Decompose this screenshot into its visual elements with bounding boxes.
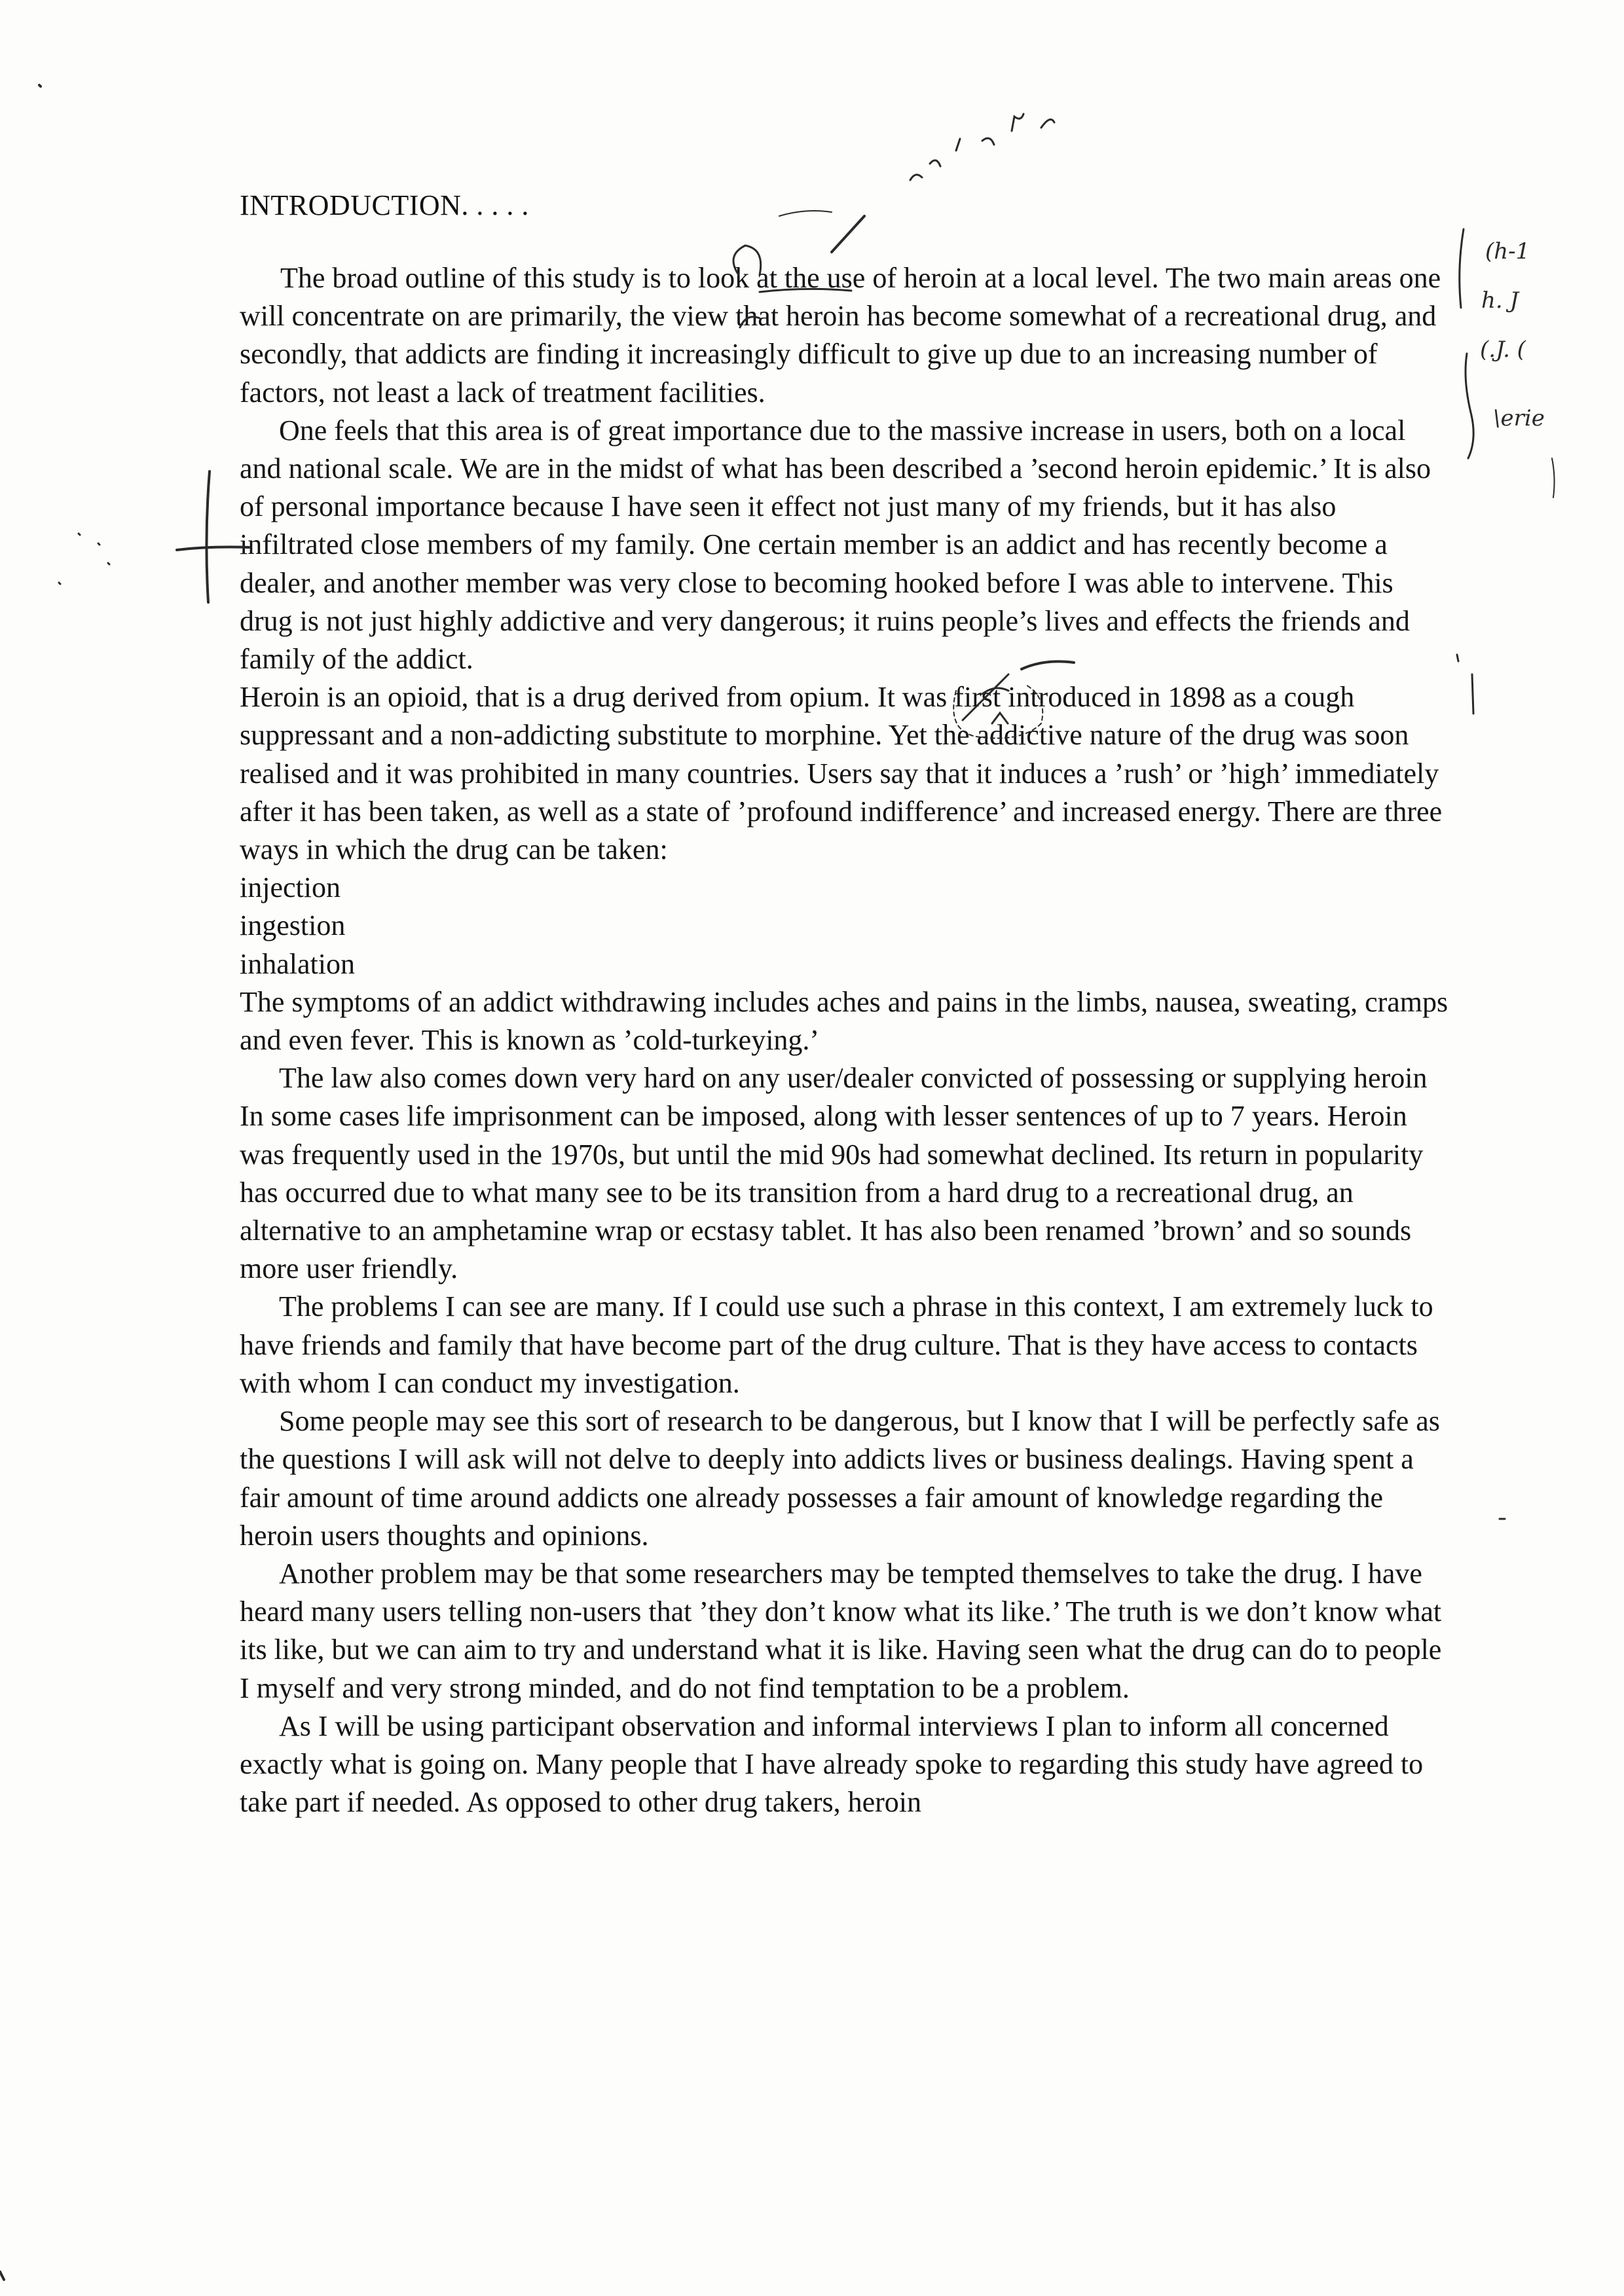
- paragraph-importance: One feels that this area is of great importance due to the massive increase in users, both on a local and national scale. We are in the midst of what has been described a ’second heroin epidemic.’ It is also of personal importance because I have seen it effect not just many of my friends, but it has also infiltrated close members of my family. One certain member is an addict and has recently become a dealer, and another member was very close to becoming hooked before I was able to intervene. This drug is not just highly addictive and very dangerous; it ruins people’s lives and effects the friends and family of the addict.: [240, 414, 1431, 676]
- list-item-inhalation: inhalation: [240, 947, 355, 980]
- top-scribble-mark: [910, 114, 1054, 180]
- list-item-injection: injection: [240, 871, 341, 904]
- dot-left-top: [39, 85, 41, 86]
- paragraph-safety: Some people may see this sort of research to be dangerous, but I know that I will be perfectly safe as the questions I will ask will not delve to deeply into addicts lives or business dealings. Having spent a fair amount of time around addicts one already possesses a fair amount of knowledge regarding the heroin users thoughts and opinions.: [240, 1405, 1440, 1552]
- paragraph-law: The law also comes down very hard on any user/dealer convicted of possessing or supplying heroin In some cases life imprisonment can be imposed, along with lesser sentences of up to 7 years. Heroin was frequently used in the 1970s, but until the mid 90s had somewhat declined. Its return in popularity has occurred due to what many see to be its transition from a hard drug to a recreational drug, an alternative to an amphetamine wrap or ecstasy tablet. It has also been renamed ’brown’ and so sounds more user friendly.: [240, 1062, 1428, 1285]
- svg-text:(h-1: (h-1: [1485, 238, 1530, 264]
- document-body: [240, 259, 1451, 1821]
- margin-cross-horizontal: [177, 547, 249, 551]
- slash-mark: [832, 216, 864, 252]
- paragraph-heroin-definition: Heroin is an opioid, that is a drug derived from opium. It was first introduced in 1898 as a cough suppressant and a non-addicting substitute to morphine. Yet the addictive nature of the drug was soon realised and it was prohibited in many countries. Users say that it induces a ’rush’ or ’high’ immediately after it has been taken, as well as a state of ’profound indifference’ and increased energy. There are three ways in which the drug can be taken:: [240, 681, 1443, 866]
- svg-text:\erie: \erie: [1493, 405, 1545, 431]
- list-item-ingestion: ingestion: [240, 909, 346, 942]
- dash-mark: [779, 211, 832, 216]
- svg-text:(.J. (: (.J. (: [1480, 337, 1526, 363]
- right-mark-low: [1472, 674, 1473, 714]
- margin-dots: [59, 534, 109, 584]
- paragraph-participant-observation: As I will be using participant observation and informal interviews I plan to inform all concerned exactly what is going on. Many people that I have already spoke to regarding this study have agreed to take part if needed. As opposed to other drug takers, heroin: [240, 1709, 1424, 1819]
- svg-text:h. J: h. J: [1481, 287, 1519, 314]
- dot-bottom-left: [0, 2272, 4, 2280]
- right-bracket-tail: [1552, 458, 1555, 498]
- paragraph-temptation: Another problem may be that some researchers may be tempted themselves to take the drug. I have heard many users telling non-users that ’they don’t know what its like.’ The truth is we don’t know what its like, but we can aim to try and understand what it is like. Having seen what the drug can do to people I myself and very strong minded, and do not find temptation to be a problem.: [240, 1557, 1442, 1704]
- right-bracket-top: [1460, 229, 1464, 308]
- page-title: INTRODUCTION. . . . .: [240, 189, 529, 221]
- paragraph-outline: The broad outline of this study is to look at the use of heroin at a local level. The two main areas one will concentrate on are primarily, the view that heroin has become somewhat of a recreational drug, and secondly, that addicts are finding it increasingly difficult to give up due to an increasing number of factors, not least a lack of treatment facilities.: [240, 262, 1441, 409]
- right-mark-tick: [1457, 655, 1458, 661]
- right-bracket-bottom: [1466, 354, 1473, 458]
- paragraph-problems: The problems I can see are many. If I could use such a phrase in this context, I am extremely luck to have friends and family that have become part of the drug culture. That is they have access to contacts with whom I can conduct my investigation.: [240, 1290, 1433, 1399]
- paragraph-symptoms: The symptoms of an addict withdrawing includes aches and pains in the limbs, nausea, sweating, cramps and even fever. This is known as ’cold-turkeying.’: [240, 985, 1449, 1057]
- margin-cross-vertical: [206, 471, 210, 602]
